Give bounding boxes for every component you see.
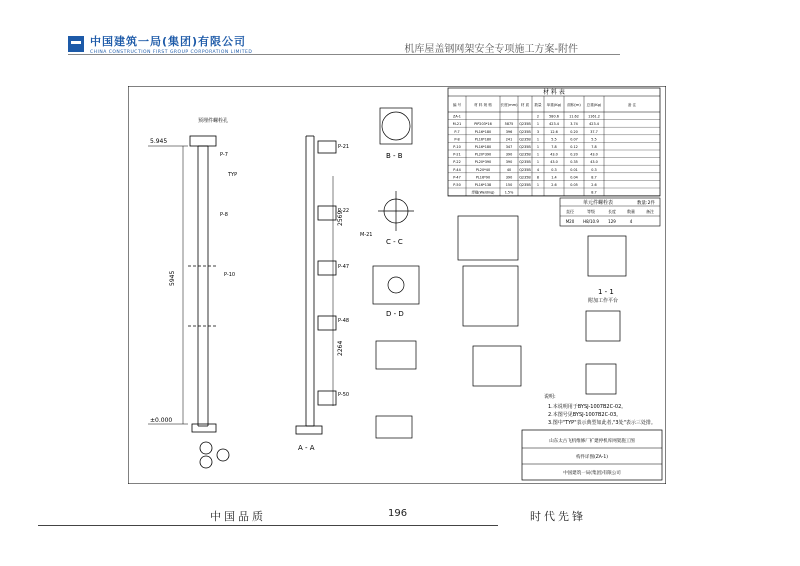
material-table-cell: Q235B bbox=[519, 183, 531, 187]
material-table-cell: 2.6 bbox=[551, 183, 557, 187]
part-label: P-7 bbox=[220, 152, 228, 158]
typ-callout: TYP bbox=[228, 172, 238, 178]
material-table-header: 单重(Kg) bbox=[546, 103, 562, 107]
material-table-cell: PL20*390 bbox=[474, 152, 492, 157]
material-table-cell: PL16*180 bbox=[474, 145, 492, 149]
material-table-header: 材 质 bbox=[520, 103, 530, 107]
material-table-cell: P-10 bbox=[453, 145, 461, 149]
part-label: M-21 bbox=[360, 232, 373, 238]
material-table-cell: 0.05 bbox=[570, 183, 578, 187]
bolt-table-cell: 数量 bbox=[627, 209, 635, 214]
bolt-table-cell: 备注 bbox=[646, 209, 654, 214]
dimension-total: 5945 bbox=[169, 270, 176, 286]
material-table-cell: 40 bbox=[506, 167, 512, 172]
material-table-cell: 150 bbox=[505, 183, 513, 187]
section-label-1: 1 - 1 bbox=[598, 288, 614, 296]
material-table-header: 备 注 bbox=[627, 103, 637, 107]
material-table-cell: 1.5% bbox=[504, 190, 514, 195]
material-table-cell: PL16*138 bbox=[474, 183, 492, 187]
material-table-cell: P-50 bbox=[453, 183, 461, 187]
material-table-cell: 241 bbox=[505, 137, 513, 142]
bolt-table-cell: 4 bbox=[629, 219, 633, 224]
material-table-header: 数量 bbox=[534, 103, 542, 107]
title-block-company: 中国建筑一局(集团)有限公司 bbox=[563, 471, 621, 476]
material-table-cell: 2 bbox=[536, 114, 540, 119]
material-table-cell: 11.62 bbox=[569, 114, 579, 119]
note-3: 3.图中"TYP"表示典型如此者,"3处"表示三处排。 bbox=[548, 420, 656, 426]
material-table-cell: 0.12 bbox=[570, 145, 578, 149]
material-table-header: 编 号 bbox=[452, 103, 462, 107]
material-table-cell: Q235B bbox=[519, 160, 531, 165]
material-table-cell: 1 bbox=[536, 152, 540, 157]
title-block-project: 山东太古飞机维修厂扩建停机库网架施工图 bbox=[549, 439, 635, 444]
material-table-cell: 8 bbox=[536, 175, 540, 180]
section-label-c: C - C bbox=[386, 238, 403, 246]
material-table-cell: 8.7 bbox=[591, 175, 597, 180]
material-table-cell: 7.8 bbox=[591, 145, 597, 149]
material-table-cell: 0.20 bbox=[570, 152, 578, 157]
section-label-d: D - D bbox=[386, 310, 404, 318]
material-table-cell: 1 bbox=[536, 122, 540, 127]
footer-divider bbox=[38, 525, 498, 526]
material-table-cell: P-7 bbox=[454, 129, 460, 134]
material-table-cell: 焊缝(Welding) bbox=[471, 190, 495, 195]
logo-icon bbox=[68, 36, 84, 52]
footer-slogan-right: 时代先锋 bbox=[530, 510, 586, 523]
material-table-cell: 5.5 bbox=[591, 137, 597, 142]
weld-label: 预埋件螺栓孔 bbox=[198, 118, 229, 124]
bolt-table-cell: H8/10.9 bbox=[583, 219, 599, 224]
material-table-cell: PL20*40 bbox=[475, 167, 491, 172]
material-table-cell: Q235B bbox=[519, 129, 531, 134]
material-table-cell: 5875 bbox=[504, 122, 514, 127]
material-table-cell: PL16*180 bbox=[474, 129, 492, 134]
material-table-cell: P-8 bbox=[454, 137, 460, 142]
bolt-table bbox=[560, 198, 660, 226]
material-table-cell: 0.3 bbox=[551, 167, 557, 172]
material-table-header: 材 料 规 格 bbox=[474, 103, 492, 107]
material-table-cell: 43.0 bbox=[590, 152, 598, 157]
section-label-b: B - B bbox=[386, 152, 403, 160]
column-elevation-right bbox=[296, 136, 336, 434]
note-2: 2.本图号见BYSJ-1007B2C-03。 bbox=[548, 412, 622, 418]
material-table-cell: 0.04 bbox=[570, 175, 578, 180]
material-table-cell: 390 bbox=[505, 160, 513, 165]
elevation-bottom: ±0.000 bbox=[150, 417, 173, 424]
header-divider bbox=[68, 54, 620, 55]
material-table-cell: 580.6 bbox=[549, 114, 559, 119]
material-table-cell: 43.0 bbox=[550, 160, 558, 165]
bolt-table-title: 单元件螺栓表 bbox=[582, 200, 614, 206]
material-table-cell: 8.7 bbox=[591, 190, 597, 195]
material-table-cell: 7.8 bbox=[551, 145, 557, 149]
material-table-cell: 1 bbox=[536, 160, 540, 165]
material-table-header: 面积(m) bbox=[567, 103, 581, 107]
material-table-cell: P-22 bbox=[453, 160, 461, 165]
platform-label: 附加工作平台 bbox=[588, 298, 619, 304]
material-table-cell: PL16*90 bbox=[475, 175, 491, 180]
material-table-cell: 396 bbox=[505, 129, 513, 134]
bolt-table-cell: 等级 bbox=[587, 209, 595, 214]
material-table-title: 材 料 表 bbox=[543, 89, 565, 96]
part-label: P-48 bbox=[338, 318, 350, 324]
dimension-lower: 2264 bbox=[337, 340, 344, 356]
material-table-cell: Q235B bbox=[519, 122, 531, 127]
material-table-cell: 12.6 bbox=[550, 129, 558, 134]
material-table-cell: 0.01 bbox=[570, 167, 578, 172]
material-table-cell: 5.5 bbox=[551, 137, 557, 142]
material-table-cell: 3.74 bbox=[570, 122, 578, 127]
material-table-cell: 0.07 bbox=[570, 137, 578, 142]
material-table-cell: 390 bbox=[505, 152, 513, 157]
material-table-cell: PL16*180 bbox=[474, 137, 492, 142]
title-block-drawing: 构件详图(ZA-1) bbox=[575, 455, 609, 460]
section-label-a: A - A bbox=[298, 444, 315, 452]
material-table-cell: 423.4 bbox=[589, 122, 599, 127]
material-table-header: 总重(Kg) bbox=[586, 103, 602, 107]
footer-slogan-left: 中国品质 bbox=[210, 510, 266, 523]
material-table-cell: 1 bbox=[536, 145, 540, 149]
material-table-cell: 1 bbox=[536, 183, 540, 187]
part-label: P-10 bbox=[224, 272, 236, 278]
material-table-cell: 0.20 bbox=[570, 129, 578, 134]
part-label: P-8 bbox=[220, 212, 228, 218]
engineering-drawing bbox=[128, 86, 666, 484]
dimension-upper: 2569 bbox=[337, 210, 344, 226]
material-table-cell: 43.0 bbox=[590, 160, 598, 165]
material-table-cell: 423.4 bbox=[549, 122, 559, 127]
logo-en-text: CHINA CONSTRUCTION FIRST GROUP CORPORATION LIMITED bbox=[90, 50, 253, 55]
material-table-cell: 1.4 bbox=[551, 175, 557, 180]
material-table-cell: 1 bbox=[536, 137, 540, 142]
material-table-cell: Q235B bbox=[519, 167, 531, 172]
part-label: P-21 bbox=[338, 144, 350, 150]
bolt-table-cell: 直径 bbox=[566, 209, 574, 214]
part-label: P-22 bbox=[338, 208, 350, 214]
material-table-cell: P-21 bbox=[453, 152, 461, 157]
part-label: P-50 bbox=[338, 392, 350, 398]
material-table-cell: 347 bbox=[505, 145, 513, 149]
company-logo bbox=[68, 33, 252, 55]
title-block bbox=[522, 430, 662, 480]
material-table-cell: ZA-1 bbox=[453, 114, 461, 119]
bolt-table-cell: M20 bbox=[565, 219, 575, 224]
material-table-cell: 1161.2 bbox=[588, 114, 600, 119]
bolt-table-cell: 129 bbox=[608, 219, 616, 224]
document-title: 机库屋盖钢网架安全专项施工方案-附件 bbox=[404, 44, 578, 55]
material-table-cell: 0.35 bbox=[570, 160, 578, 165]
notes-title: 说明: bbox=[544, 394, 556, 400]
material-table-cell: PIP203*16 bbox=[474, 122, 492, 127]
logo-cn-text: 中国建筑一局(集团)有限公司 bbox=[90, 35, 247, 48]
material-table-cell: 3 bbox=[536, 129, 540, 134]
material-table bbox=[448, 88, 660, 196]
material-table-cell: Q235B bbox=[519, 152, 531, 157]
material-table-cell: Q235B bbox=[519, 137, 531, 142]
material-table-cell: M-21 bbox=[452, 122, 462, 127]
bolt-table-cell: 长度 bbox=[608, 209, 616, 214]
page-number: 196 bbox=[388, 508, 408, 519]
material-table-cell: 2.6 bbox=[591, 183, 597, 187]
material-table-cell: P-44 bbox=[453, 167, 461, 172]
note-1: 1.本说明用于BYSJ-1007B2C-02。 bbox=[548, 404, 627, 410]
material-table-cell: 4 bbox=[536, 167, 540, 172]
material-table-cell: Q235B bbox=[519, 145, 531, 149]
material-table-cell: 0.3 bbox=[591, 167, 597, 172]
material-table-cell: P-47 bbox=[453, 175, 461, 180]
elevation-top: 5.945 bbox=[150, 138, 168, 145]
material-table-cell: 390 bbox=[505, 175, 513, 180]
material-table-cell: Q235B bbox=[519, 175, 531, 180]
bolt-table-qty: 数量:2件 bbox=[637, 201, 655, 206]
material-table-cell: 43.0 bbox=[550, 152, 558, 157]
material-table-header: 长度(mm) bbox=[500, 103, 518, 107]
material-table-cell: 37.7 bbox=[590, 129, 598, 134]
part-label: P-47 bbox=[338, 264, 350, 270]
material-table-cell: PL20*390 bbox=[474, 160, 492, 165]
